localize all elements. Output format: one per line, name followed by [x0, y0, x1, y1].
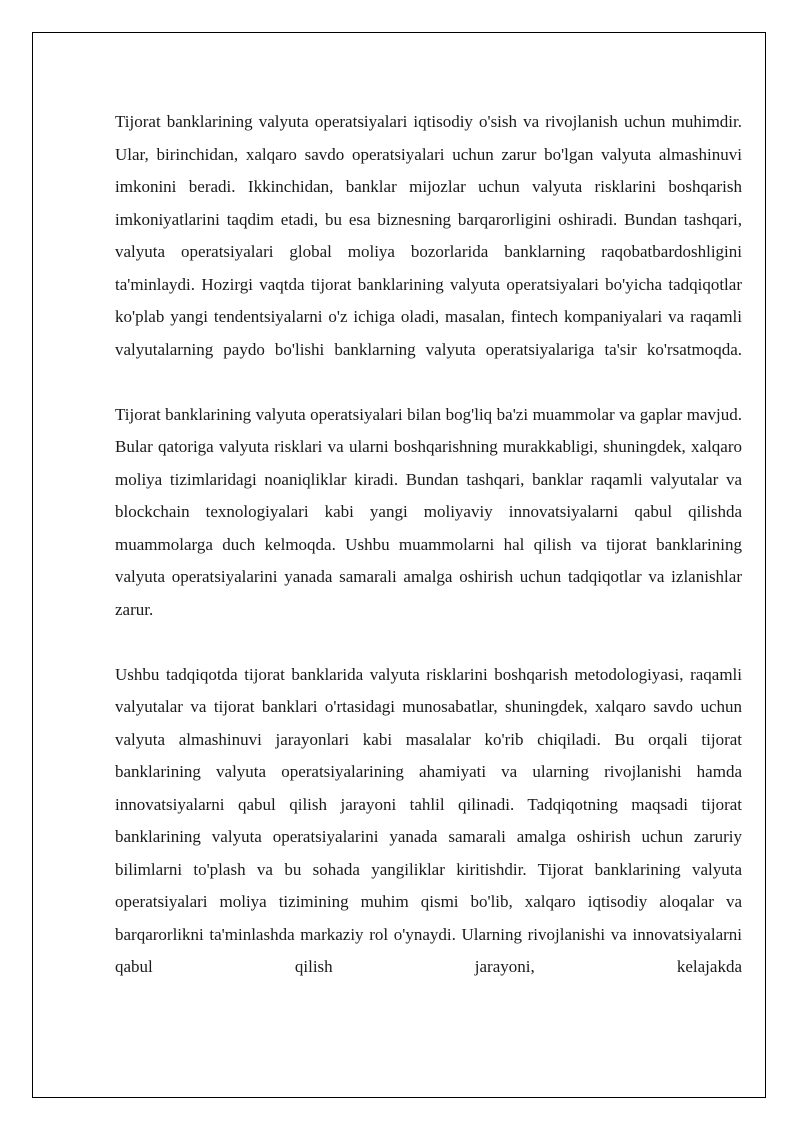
paragraph-2: Tijorat banklarining valyuta operatsiyalari bilan bog'liq ba'zi muammolar va gaplar mavjud. Bular qatoriga valyuta risklari va ularni boshqarishning murakkabligi, shuningdek, xalqaro moliya tizimlaridagi noaniqliklar kiradi. Bundan tashqari, banklar raqamli valyutalar va blockchain texnologiyalari kabi yangi moliyaviy innovatsiyalarni qabul qilishda muammolarga duch kelmoqda. Ushbu muammolarni hal qilish va tijorat banklarining valyuta operatsiyalarini yanada samarali amalga oshirish uchun tadqiqotlar va izlanishlar zarur. — [115, 404, 742, 619]
paragraph-1: Tijorat banklarining valyuta operatsiyalari iqtisodiy o'sish va rivojlanish uchun muhimdir. Ular, birinchidan, xalqaro savdo operatsiyalari uchun zarur bo'lgan valyuta almashinuvi imkonini beradi. Ikkinchidan, banklar mijozlar uchun valyuta risklarini boshqarish imkoniyatlarini taqdim etadi, bu esa biznesning barqarorligini oshiradi. Bundan tashqari, valyuta operatsiyalari global moliya bozorlarida banklarning raqobatbardoshligini ta'minlaydi. Hozirgi vaqtda tijorat banklarining valyuta operatsiyalari bo'yicha tadqiqotlar ko'plab yangi tendentsiyalarni o'z ichiga oladi, masalan, fintech kompaniyalari va raqamli valyutalarning paydo bo'lishi banklarning valyuta operatsiyalariga ta'sir ko'rsatmoqda. — [115, 112, 742, 359]
document-body — [115, 106, 742, 984]
paragraph-3: Ushbu tadqiqotda tijorat banklarida valyuta risklarini boshqarish metodologiyasi, raqamli valyutalar va tijorat banklari o'rtasidagi munosabatlar, shuningdek, xalqaro savdo uchun valyuta almashinuvi jarayonlari kabi masalalar ko'rib chiqiladi. Bu orqali tijorat banklarining valyuta operatsiyalarining ahamiyati va ularning rivojlanishi hamda innovatsiyalarni qabul qilish jarayoni tahlil qilinadi. Tadqiqotning maqsadi tijorat banklarining valyuta operatsiyalarini yanada samarali amalga oshirish uchun zaruriy bilimlarni to'plash va bu sohada yangiliklar kiritishdir. Tijorat banklarining valyuta operatsiyalari moliya tizimining muhim qismi bo'lib, xalqaro iqtisodiy aloqalar va barqarorlikni ta'minlashda markaziy rol o'ynaydi. Ularning rivojlanishi va innovatsiyalarni qabul qilish jarayoni, kelajakda — [115, 664, 742, 976]
